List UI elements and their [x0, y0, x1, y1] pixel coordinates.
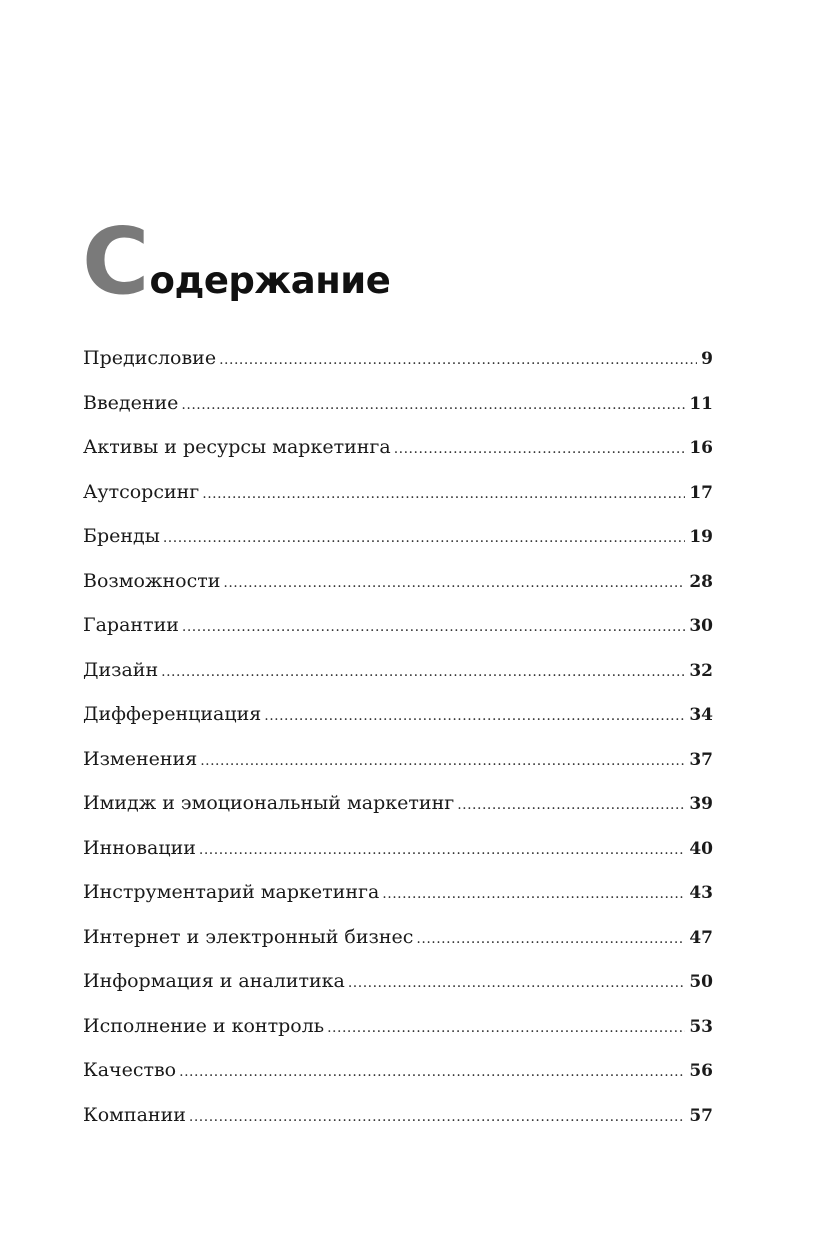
toc-entry-title: Исполнение и контроль — [83, 1014, 325, 1037]
dot-leader — [223, 569, 685, 597]
dot-leader — [327, 1014, 685, 1042]
dot-leader — [182, 613, 685, 641]
contents-heading — [82, 208, 391, 315]
dot-leader — [179, 1058, 685, 1086]
toc-entry[interactable] — [83, 567, 713, 612]
toc-entry-page: 50 — [689, 972, 713, 992]
heading-text: одержание — [149, 259, 391, 302]
toc-entry-page: 34 — [689, 705, 713, 725]
toc-entry[interactable] — [83, 700, 713, 745]
dot-leader — [219, 346, 697, 374]
toc-entry-page: 17 — [689, 482, 713, 503]
toc-entry-title: Введение — [83, 391, 179, 414]
dot-leader — [457, 791, 685, 819]
toc-entry[interactable] — [83, 433, 713, 478]
dot-leader — [264, 702, 685, 730]
table-of-contents — [83, 344, 713, 1145]
toc-entry[interactable] — [83, 389, 713, 434]
dot-leader — [199, 836, 685, 864]
toc-entry[interactable] — [83, 1056, 713, 1101]
toc-entry-title: Имидж и эмоциональный маркетинг — [83, 792, 455, 814]
toc-entry[interactable] — [83, 611, 713, 656]
toc-entry-title: Возможности — [83, 569, 221, 592]
toc-entry[interactable] — [83, 1101, 713, 1146]
toc-entry-page: 40 — [689, 838, 713, 859]
toc-entry-page: 53 — [689, 1016, 713, 1037]
toc-entry-page: 30 — [689, 616, 713, 636]
toc-entry-title: Предисловие — [83, 347, 217, 369]
dot-leader — [161, 658, 685, 686]
toc-entry-page: 37 — [689, 749, 713, 770]
toc-entry[interactable] — [83, 923, 713, 968]
toc-entry-title: Компании — [83, 1103, 186, 1126]
toc-entry-title: Активы и ресурсы маркетинга — [83, 436, 391, 458]
toc-entry[interactable] — [83, 344, 713, 389]
toc-entry[interactable] — [83, 967, 713, 1012]
dot-leader — [348, 969, 685, 997]
dot-leader — [416, 925, 685, 953]
toc-entry-title: Информация и аналитика — [83, 970, 345, 992]
toc-entry-title: Интернет и электронный бизнес — [83, 925, 414, 948]
toc-entry[interactable] — [83, 878, 713, 923]
toc-entry-page: 16 — [689, 438, 713, 458]
dot-leader — [189, 1103, 685, 1131]
toc-entry-title: Качество — [83, 1059, 177, 1081]
toc-entry-page: 19 — [689, 527, 713, 547]
toc-entry[interactable] — [83, 789, 713, 834]
toc-entry-page: 11 — [689, 393, 713, 414]
dot-leader — [200, 747, 685, 775]
dot-leader — [202, 480, 685, 508]
toc-entry[interactable] — [83, 745, 713, 790]
toc-entry[interactable] — [83, 834, 713, 879]
dot-leader — [163, 524, 685, 552]
toc-entry-page: 43 — [689, 883, 713, 903]
dot-leader — [181, 391, 685, 419]
toc-entry[interactable] — [83, 478, 713, 523]
toc-entry-title: Инновации — [83, 836, 196, 859]
toc-entry-title: Изменения — [83, 747, 198, 770]
toc-entry[interactable] — [83, 1012, 713, 1057]
toc-entry-title: Инструментарий маркетинга — [83, 881, 380, 903]
toc-entry-title: Гарантии — [83, 614, 179, 636]
toc-entry-page: 9 — [701, 349, 713, 369]
toc-entry-title: Дифференциация — [83, 703, 262, 725]
toc-entry-title: Бренды — [83, 525, 160, 547]
toc-entry[interactable] — [83, 522, 713, 567]
toc-entry-title: Аутсорсинг — [83, 480, 200, 503]
heading-drop-cap: С — [82, 208, 148, 315]
toc-entry-page: 39 — [689, 794, 713, 814]
toc-entry-page: 28 — [689, 571, 713, 592]
toc-entry-page: 57 — [689, 1105, 713, 1126]
toc-entry-title: Дизайн — [83, 658, 159, 681]
toc-entry-page: 32 — [689, 660, 713, 681]
dot-leader — [382, 880, 685, 908]
toc-entry[interactable] — [83, 656, 713, 701]
toc-entry-page: 56 — [689, 1061, 713, 1081]
toc-entry-page: 47 — [689, 927, 713, 948]
dot-leader — [394, 435, 686, 463]
